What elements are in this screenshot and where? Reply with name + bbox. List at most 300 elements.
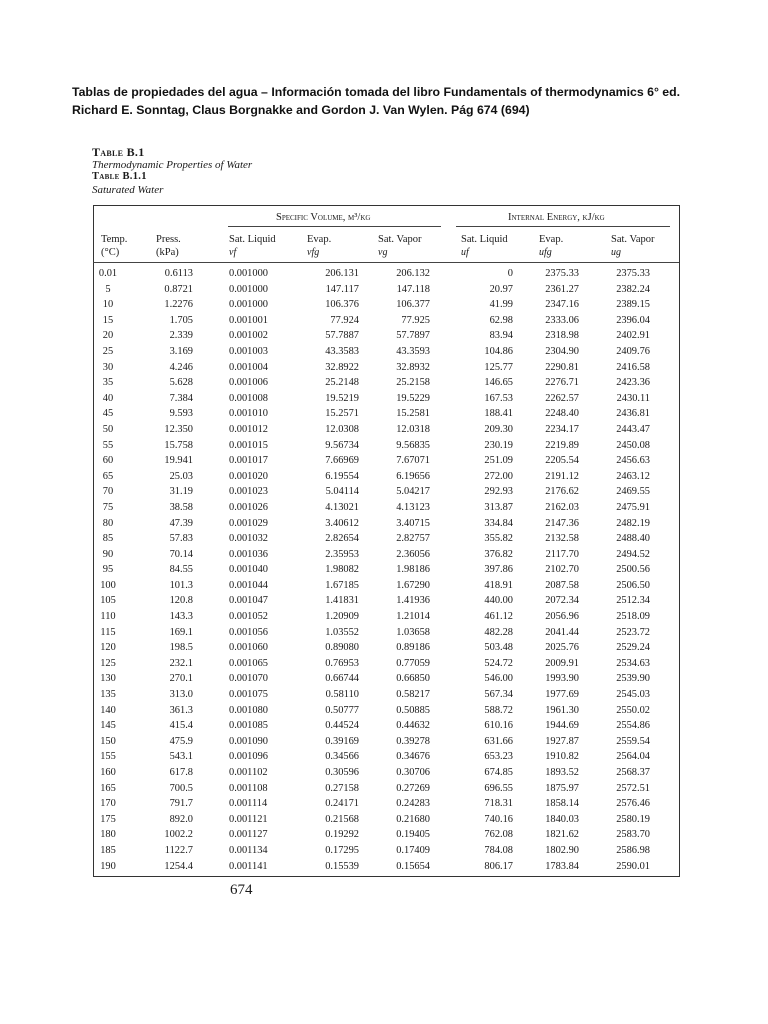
cell-ug: 2583.70: [616, 829, 650, 841]
table-body: [0, 266, 768, 874]
cell-uf: 567.34: [484, 689, 513, 701]
cell-press: 1254.4: [164, 860, 193, 872]
cell-temp: 10: [102, 299, 114, 311]
cell-vf: 0.001060: [229, 642, 268, 654]
cell-temp: 15: [102, 314, 114, 326]
cell-temp: 135: [100, 689, 116, 701]
cell-temp: 65: [102, 470, 114, 482]
cell-ufg: 2234.17: [545, 423, 579, 435]
cell-vfg: 106.376: [325, 299, 359, 311]
cell-ufg: 2009.91: [545, 657, 579, 669]
cell-ufg: 1961.30: [545, 704, 579, 716]
table-title: Thermodynamic Properties of Water: [92, 158, 253, 171]
cell-uf: 696.55: [484, 782, 513, 794]
table-row: [0, 671, 768, 687]
cell-ufg: 2041.44: [545, 626, 579, 638]
cell-ug: 2450.08: [616, 439, 650, 451]
cell-vg: 0.27269: [396, 782, 430, 794]
cell-press: 475.9: [169, 735, 193, 747]
cell-vfg: 57.7887: [325, 330, 359, 342]
table-row: [0, 734, 768, 750]
cell-temp: 25: [102, 345, 114, 357]
col-header-vf: Sat. Liquid vf: [229, 234, 276, 258]
cell-vf: 0.001015: [229, 439, 268, 451]
cell-vf: 0.001114: [229, 798, 268, 810]
cell-press: 38.58: [169, 501, 193, 513]
cell-press: 101.3: [169, 579, 193, 591]
cell-vg: 12.0318: [396, 423, 430, 435]
intro-line-1: Tablas de propiedades del agua – Información tomada del libro Fundamentals of thermodynamics 6° ed.: [72, 85, 681, 99]
cell-uf: 355.82: [484, 533, 513, 545]
cell-vf: 0.001047: [229, 595, 268, 607]
table-row: [0, 796, 768, 812]
cell-press: 7.384: [169, 392, 193, 404]
cell-uf: 440.00: [484, 595, 513, 607]
cell-ug: 2586.98: [616, 844, 650, 856]
cell-vf: 0.001141: [229, 860, 268, 872]
cell-vfg: 0.50777: [325, 704, 359, 716]
cell-press: 169.1: [169, 626, 193, 638]
cell-vg: 0.66850: [396, 673, 430, 685]
cell-vg: 1.67290: [396, 579, 430, 591]
cell-ug: 2375.33: [616, 268, 650, 279]
table-row: [0, 781, 768, 797]
cell-temp: 145: [100, 720, 116, 732]
cell-ufg: 2147.36: [545, 517, 579, 529]
cell-ug: 2576.46: [616, 798, 650, 810]
cell-ufg: 1993.90: [545, 673, 579, 685]
cell-vg: 147.118: [396, 283, 430, 295]
cell-vfg: 0.58110: [325, 689, 359, 701]
cell-temp: 90: [102, 548, 114, 560]
cell-press: 415.4: [169, 720, 193, 732]
cell-vf: 0.001102: [229, 767, 268, 778]
cell-vf: 0.001044: [229, 579, 268, 591]
table-row: [0, 391, 768, 407]
cell-vfg: 0.39169: [325, 735, 359, 747]
intro-text: [72, 83, 712, 119]
cell-uf: 546.00: [484, 673, 513, 685]
cell-vg: 0.34676: [396, 751, 430, 763]
cell-temp: 120: [100, 642, 116, 654]
cell-uf: 653.23: [484, 751, 513, 763]
table-row: [0, 609, 768, 625]
cell-uf: 20.97: [489, 283, 513, 295]
cell-vf: 0.001026: [229, 501, 268, 513]
table-row: [0, 406, 768, 422]
cell-vg: 2.82757: [396, 533, 430, 545]
cell-temp: 60: [102, 455, 114, 467]
cell-press: 57.83: [169, 533, 193, 545]
cell-press: 1.2276: [164, 299, 193, 311]
cell-vg: 5.04217: [396, 486, 430, 498]
cell-press: 143.3: [169, 611, 193, 623]
cell-vf: 0.001070: [229, 673, 268, 685]
cell-uf: 0: [507, 268, 513, 279]
cell-vg: 1.41936: [396, 595, 430, 607]
cell-vf: 0.001040: [229, 564, 268, 576]
cell-press: 84.55: [169, 564, 193, 576]
cell-press: 270.1: [169, 673, 193, 685]
cell-vfg: 147.117: [325, 283, 359, 295]
cell-vfg: 9.56734: [325, 439, 359, 451]
group-header-specific-volume: Specific Volume, m³/kg: [276, 212, 371, 223]
cell-temp: 85: [102, 533, 114, 545]
cell-uf: 482.28: [484, 626, 513, 638]
cell-uf: 418.91: [484, 579, 513, 591]
cell-vf: 0.001029: [229, 517, 268, 529]
cell-vfg: 0.30596: [325, 767, 359, 778]
cell-uf: 125.77: [484, 361, 513, 373]
cell-press: 9.593: [169, 408, 193, 420]
cell-vf: 0.001006: [229, 377, 268, 389]
cell-vf: 0.001121: [229, 813, 268, 825]
cell-temp: 130: [100, 673, 116, 685]
cell-ug: 2463.12: [616, 470, 650, 482]
cell-ufg: 2333.06: [545, 314, 579, 326]
cell-ufg: 1840.03: [545, 813, 579, 825]
cell-ug: 2529.24: [616, 642, 650, 654]
cell-press: 12.350: [164, 423, 193, 435]
cell-ufg: 2248.40: [545, 408, 579, 420]
cell-temp: 0.01: [98, 268, 118, 279]
cell-vf: 0.001004: [229, 361, 268, 373]
cell-vfg: 0.15539: [325, 860, 359, 872]
cell-ug: 2436.81: [616, 408, 650, 420]
cell-ug: 2500.56: [616, 564, 650, 576]
table-row: [0, 843, 768, 859]
table-row: [0, 531, 768, 547]
cell-vfg: 1.03552: [325, 626, 359, 638]
cell-vfg: 7.66969: [325, 455, 359, 467]
cell-ufg: 1821.62: [545, 829, 579, 841]
cell-uf: 610.16: [484, 720, 513, 732]
cell-ufg: 2304.90: [545, 345, 579, 357]
cell-ug: 2572.51: [616, 782, 650, 794]
cell-press: 361.3: [169, 704, 193, 716]
cell-press: 5.628: [169, 377, 193, 389]
col-header-vfg: Evap. vfg: [307, 234, 332, 258]
cell-vg: 0.17409: [396, 844, 430, 856]
cell-uf: 461.12: [484, 611, 513, 623]
cell-uf: 83.94: [489, 330, 513, 342]
cell-ug: 2512.34: [616, 595, 650, 607]
table-row: [0, 313, 768, 329]
cell-ug: 2559.54: [616, 735, 650, 747]
cell-uf: 524.72: [484, 657, 513, 669]
cell-vfg: 0.17295: [325, 844, 359, 856]
cell-ug: 2580.19: [616, 813, 650, 825]
cell-ufg: 1893.52: [545, 767, 579, 778]
cell-press: 313.0: [169, 689, 193, 701]
col-header-ug: Sat. Vapor ug: [611, 234, 655, 258]
cell-vfg: 0.21568: [325, 813, 359, 825]
table-row: [0, 827, 768, 843]
cell-vfg: 2.35953: [325, 548, 359, 560]
cell-temp: 140: [100, 704, 116, 716]
cell-uf: 334.84: [484, 517, 513, 529]
cell-ufg: 2072.34: [545, 595, 579, 607]
cell-vg: 6.19656: [396, 470, 430, 482]
cell-ufg: 1783.84: [545, 860, 579, 872]
cell-vg: 0.39278: [396, 735, 430, 747]
table-row: [0, 625, 768, 641]
cell-ufg: 1927.87: [545, 735, 579, 747]
cell-uf: 292.93: [484, 486, 513, 498]
cell-uf: 146.65: [484, 377, 513, 389]
cell-temp: 175: [100, 813, 116, 825]
cell-temp: 35: [102, 377, 114, 389]
cell-temp: 30: [102, 361, 114, 373]
cell-vg: 1.03658: [396, 626, 430, 638]
table-row: [0, 500, 768, 516]
cell-ug: 2554.86: [616, 720, 650, 732]
cell-uf: 167.53: [484, 392, 513, 404]
subtable-id: Table B.1.1: [92, 171, 147, 182]
cell-press: 31.19: [169, 486, 193, 498]
cell-ufg: 2290.81: [545, 361, 579, 373]
cell-vg: 9.56835: [396, 439, 430, 451]
cell-press: 47.39: [169, 517, 193, 529]
cell-vfg: 15.2571: [325, 408, 359, 420]
cell-temp: 20: [102, 330, 114, 342]
cell-uf: 762.08: [484, 829, 513, 841]
cell-ufg: 2162.03: [545, 501, 579, 513]
table-row: [0, 375, 768, 391]
cell-temp: 70: [102, 486, 114, 498]
cell-vg: 206.132: [396, 268, 430, 279]
table-row: [0, 703, 768, 719]
cell-temp: 75: [102, 501, 114, 513]
cell-uf: 806.17: [484, 860, 513, 872]
cell-press: 15.758: [164, 439, 193, 451]
cell-press: 120.8: [169, 595, 193, 607]
cell-vfg: 5.04114: [325, 486, 359, 498]
cell-ufg: 2318.98: [545, 330, 579, 342]
cell-vfg: 0.27158: [325, 782, 359, 794]
cell-vfg: 1.41831: [325, 595, 359, 607]
table-row: [0, 687, 768, 703]
col-header-press: Press. (kPa): [156, 234, 181, 258]
table-row: [0, 344, 768, 360]
cell-ug: 2475.91: [616, 501, 650, 513]
table-row: [0, 422, 768, 438]
cell-vf: 0.001127: [229, 829, 268, 841]
table-row: [0, 484, 768, 500]
cell-vf: 0.001000: [229, 268, 268, 279]
cell-uf: 397.86: [484, 564, 513, 576]
cell-vf: 0.001080: [229, 704, 268, 716]
cell-ug: 2382.24: [616, 283, 650, 295]
cell-vf: 0.001002: [229, 330, 268, 342]
cell-vg: 0.58217: [396, 689, 430, 701]
cell-vg: 0.15654: [396, 860, 430, 872]
cell-vfg: 1.98082: [325, 564, 359, 576]
cell-vg: 0.21680: [396, 813, 430, 825]
cell-temp: 190: [100, 860, 116, 872]
cell-temp: 115: [100, 626, 116, 638]
cell-temp: 95: [102, 564, 114, 576]
cell-vg: 2.36056: [396, 548, 430, 560]
cell-ug: 2423.36: [616, 377, 650, 389]
table-row: [0, 765, 768, 781]
group-rule-specific-volume: [228, 226, 441, 227]
cell-vfg: 0.89080: [325, 642, 359, 654]
cell-ufg: 2276.71: [545, 377, 579, 389]
cell-ug: 2430.11: [616, 392, 650, 404]
cell-ufg: 2102.70: [545, 564, 579, 576]
table-row: [0, 328, 768, 344]
cell-uf: 588.72: [484, 704, 513, 716]
cell-vf: 0.001065: [229, 657, 268, 669]
table-row: [0, 859, 768, 875]
cell-press: 232.1: [169, 657, 193, 669]
cell-vg: 25.2158: [396, 377, 430, 389]
col-header-vg: Sat. Vapor vg: [378, 234, 422, 258]
cell-vf: 0.001134: [229, 844, 268, 856]
cell-ug: 2590.01: [616, 860, 650, 872]
cell-ug: 2534.63: [616, 657, 650, 669]
subtable-title: Saturated Water: [92, 183, 164, 196]
cell-vg: 77.925: [401, 314, 430, 326]
cell-press: 25.03: [169, 470, 193, 482]
cell-ug: 2443.47: [616, 423, 650, 435]
col-header-ufg: Evap. ufg: [539, 234, 564, 258]
table-row: [0, 547, 768, 563]
table-row: [0, 516, 768, 532]
cell-vfg: 43.3583: [325, 345, 359, 357]
cell-vf: 0.001010: [229, 408, 268, 420]
cell-press: 791.7: [169, 798, 193, 810]
cell-uf: 230.19: [484, 439, 513, 451]
cell-vg: 3.40715: [396, 517, 430, 529]
cell-ug: 2523.72: [616, 626, 650, 638]
cell-vf: 0.001012: [229, 423, 268, 435]
cell-temp: 150: [100, 735, 116, 747]
cell-ufg: 1875.97: [545, 782, 579, 794]
cell-ufg: 2117.70: [545, 548, 579, 560]
table-row: [0, 718, 768, 734]
cell-vfg: 77.924: [330, 314, 359, 326]
cell-vf: 0.001020: [229, 470, 268, 482]
cell-vg: 0.44632: [396, 720, 430, 732]
cell-temp: 180: [100, 829, 116, 841]
cell-press: 1002.2: [164, 829, 193, 841]
cell-vg: 15.2581: [396, 408, 430, 420]
cell-vf: 0.001023: [229, 486, 268, 498]
cell-vg: 0.50885: [396, 704, 430, 716]
cell-vfg: 25.2148: [325, 377, 359, 389]
cell-vg: 32.8932: [396, 361, 430, 373]
table-caption: [92, 146, 252, 196]
cell-ug: 2402.91: [616, 330, 650, 342]
cell-ug: 2389.15: [616, 299, 650, 311]
cell-temp: 155: [100, 751, 116, 763]
cell-uf: 272.00: [484, 470, 513, 482]
cell-temp: 170: [100, 798, 116, 810]
cell-vfg: 0.19292: [325, 829, 359, 841]
cell-temp: 110: [100, 611, 116, 623]
cell-vf: 0.001056: [229, 626, 268, 638]
cell-press: 4.246: [169, 361, 193, 373]
cell-vg: 0.89186: [396, 642, 430, 654]
cell-vf: 0.001052: [229, 611, 268, 623]
cell-temp: 185: [100, 844, 116, 856]
table-row: [0, 749, 768, 765]
header-rule: [93, 262, 679, 263]
group-header-internal-energy: Internal Energy, kJ/kg: [508, 212, 605, 223]
cell-vg: 1.98186: [396, 564, 430, 576]
table-row: [0, 438, 768, 454]
cell-ufg: 2132.58: [545, 533, 579, 545]
cell-vf: 0.001003: [229, 345, 268, 357]
cell-uf: 718.31: [484, 798, 513, 810]
cell-ug: 2456.63: [616, 455, 650, 467]
cell-press: 892.0: [169, 813, 193, 825]
cell-ufg: 1858.14: [545, 798, 579, 810]
table-row: [0, 593, 768, 609]
cell-uf: 740.16: [484, 813, 513, 825]
cell-vf: 0.001000: [229, 283, 268, 295]
cell-ug: 2396.04: [616, 314, 650, 326]
table-row: [0, 812, 768, 828]
cell-temp: 55: [102, 439, 114, 451]
table-row: [0, 578, 768, 594]
cell-vf: 0.001032: [229, 533, 268, 545]
cell-ug: 2568.37: [616, 767, 650, 778]
col-header-uf: Sat. Liquid uf: [461, 234, 508, 258]
cell-ug: 2539.90: [616, 673, 650, 685]
cell-uf: 313.87: [484, 501, 513, 513]
cell-vg: 0.19405: [396, 829, 430, 841]
cell-press: 617.8: [169, 767, 193, 778]
cell-ug: 2506.50: [616, 579, 650, 591]
cell-vg: 1.21014: [396, 611, 430, 623]
cell-ug: 2416.58: [616, 361, 650, 373]
cell-press: 0.8721: [164, 283, 193, 295]
cell-vg: 19.5229: [396, 392, 430, 404]
cell-uf: 251.09: [484, 455, 513, 467]
cell-vg: 106.377: [396, 299, 430, 311]
table-row: [0, 453, 768, 469]
cell-uf: 674.85: [484, 767, 513, 778]
table-row: [0, 282, 768, 298]
cell-vf: 0.001036: [229, 548, 268, 560]
cell-temp: 40: [102, 392, 114, 404]
cell-uf: 631.66: [484, 735, 513, 747]
cell-vg: 43.3593: [396, 345, 430, 357]
cell-ufg: 1910.82: [545, 751, 579, 763]
cell-ufg: 2056.96: [545, 611, 579, 623]
cell-temp: 165: [100, 782, 116, 794]
cell-ug: 2564.04: [616, 751, 650, 763]
cell-vg: 0.77059: [396, 657, 430, 669]
cell-ug: 2494.52: [616, 548, 650, 560]
cell-vfg: 4.13021: [325, 501, 359, 513]
table-id: Table B.1: [92, 145, 145, 159]
cell-vg: 0.30706: [396, 767, 430, 778]
cell-vfg: 0.34566: [325, 751, 359, 763]
cell-vf: 0.001001: [229, 314, 268, 326]
table-row: [0, 656, 768, 672]
cell-press: 1122.7: [164, 844, 193, 856]
cell-vfg: 6.19554: [325, 470, 359, 482]
cell-vf: 0.001085: [229, 720, 268, 732]
table-row: [0, 360, 768, 376]
cell-ufg: 1944.69: [545, 720, 579, 732]
cell-ug: 2488.40: [616, 533, 650, 545]
cell-uf: 188.41: [484, 408, 513, 420]
